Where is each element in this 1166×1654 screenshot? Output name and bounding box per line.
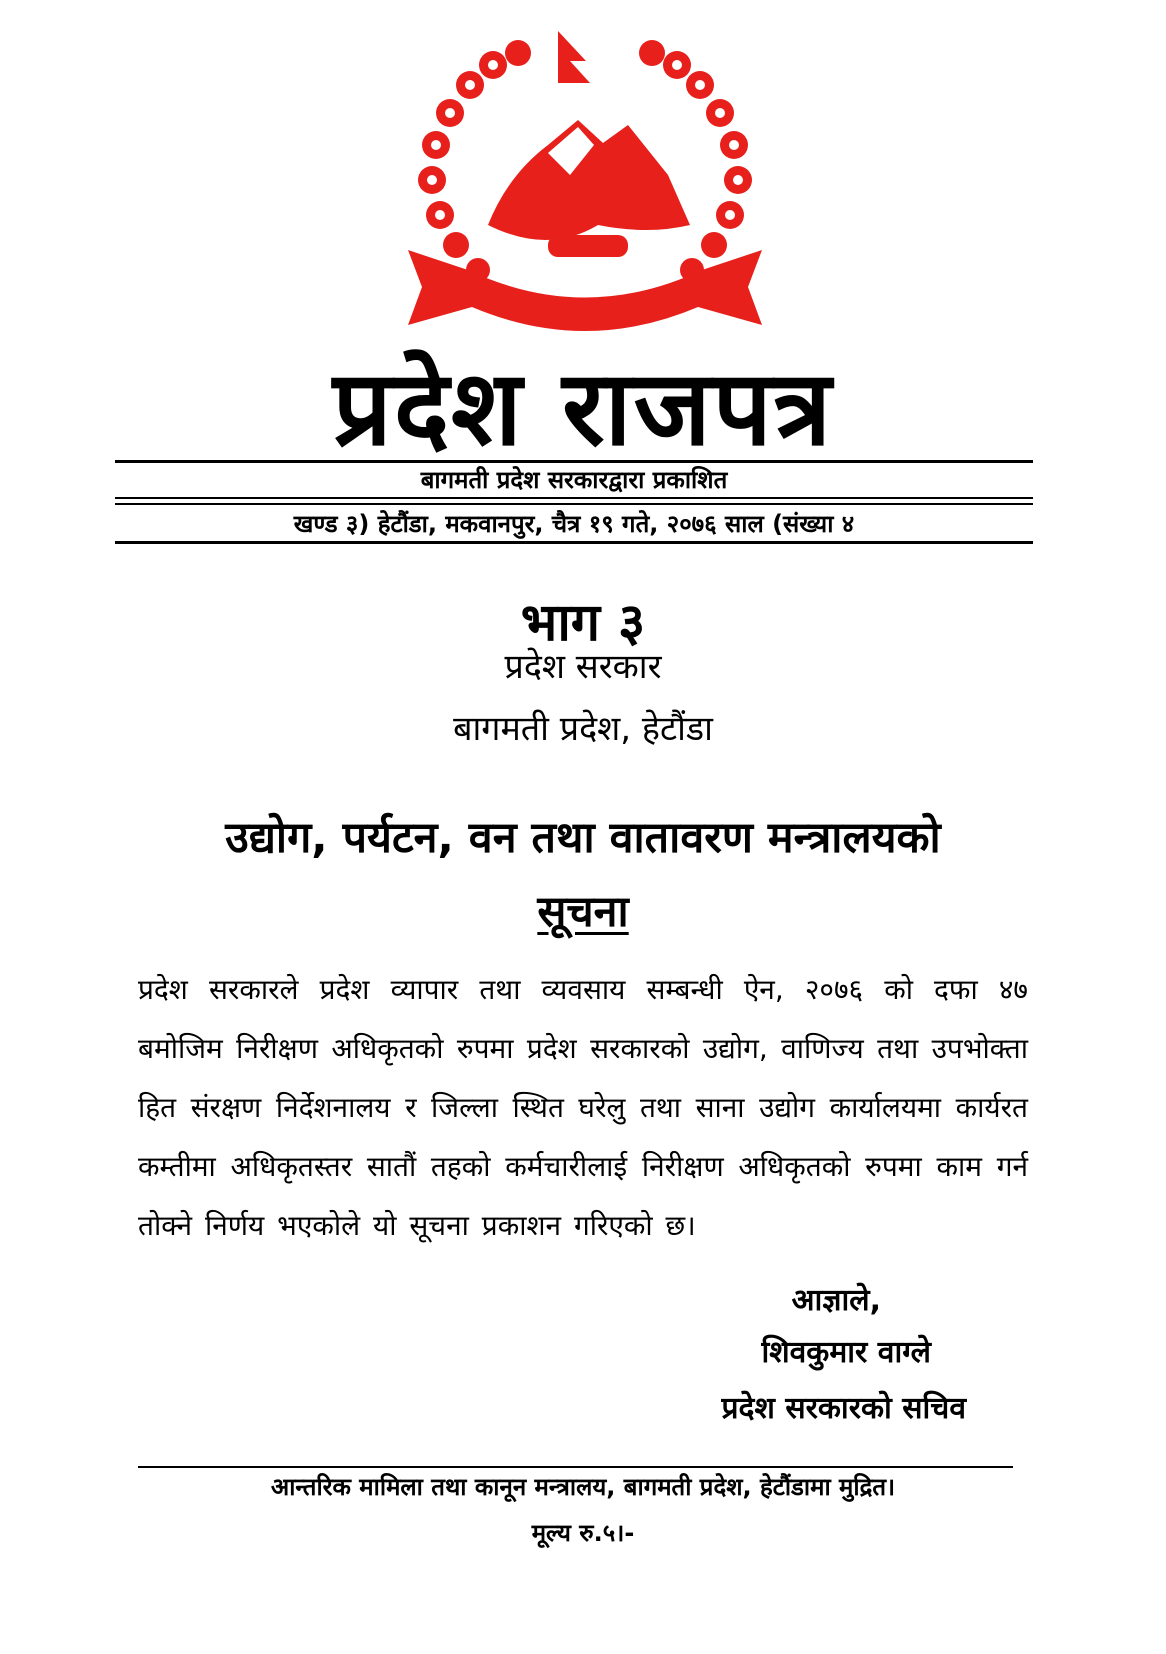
rhododendron-garland-left	[418, 51, 507, 282]
notice-heading-text: सूचना	[537, 887, 629, 937]
printer-line: आन्तरिक मामिला तथा कानून मन्त्रालय, बागमती प्रदेश, हेटौंडामा मुद्रित।	[270, 1473, 896, 1501]
divider-double-1	[115, 497, 1033, 499]
signature-designation: प्रदेश सरकारको सचिव	[721, 1391, 966, 1426]
location-heading: बागमती प्रदेश, हेटौंडा	[453, 709, 713, 749]
divider-double-2	[115, 503, 1033, 505]
issue-line: खण्ड ३) हेटौंडा, मकवानपुर, चैत्र १९ गते, २०७६ साल (संख्या ४	[293, 510, 855, 538]
gazette-title: प्रदेश राजपत्र	[332, 347, 834, 469]
notice-heading	[0, 882, 1166, 942]
divider-bottom	[115, 541, 1033, 544]
publisher-line: बागमती प्रदेश सरकारद्वारा प्रकाशित	[420, 466, 728, 494]
ministry-heading: उद्योग, पर्यटन, वन तथा वातावरण मन्त्रालयको	[225, 813, 941, 863]
divider-top	[115, 460, 1033, 463]
motto-ribbon	[408, 250, 762, 331]
notice-body: प्रदेश सरकारले प्रदेश व्यापार तथा व्यवसाय सम्बन्धी ऐन, २०७६ को दफा ४७ बमोजिम निरीक्षण अधिकृतको रुपमा प्रदेश सरकारको उद्योग, वाणिज्य तथा उपभोक्ता हित संरक्षण निर्देशनालय र जिल्ला स्थित घरेलु तथा साना उद्योग कार्यालयमा कार्यरत कम्तीमा अधिकृतस्तर सातौं तहको कर्मचारीलाई निरीक्षण अधिकृतको रुपमा काम गर्न तोक्ने निर्णय भएकोले यो सूचना प्रकाशन गरिएको छ।	[138, 973, 1028, 1242]
national-flag	[558, 31, 590, 83]
signature-by-order: आज्ञाले,	[791, 1283, 881, 1318]
signature-name: शिवकुमार वाग्ले	[761, 1335, 931, 1370]
footer-divider	[138, 1466, 1013, 1468]
government-heading: प्रदेश सरकार	[504, 647, 662, 687]
price-line: मूल्य रु.५।-	[531, 1519, 635, 1547]
mountain-map	[488, 120, 690, 240]
state-emblem	[398, 25, 772, 343]
part-heading: भाग ३	[520, 593, 646, 653]
rhododendron-garland-right	[663, 51, 752, 282]
